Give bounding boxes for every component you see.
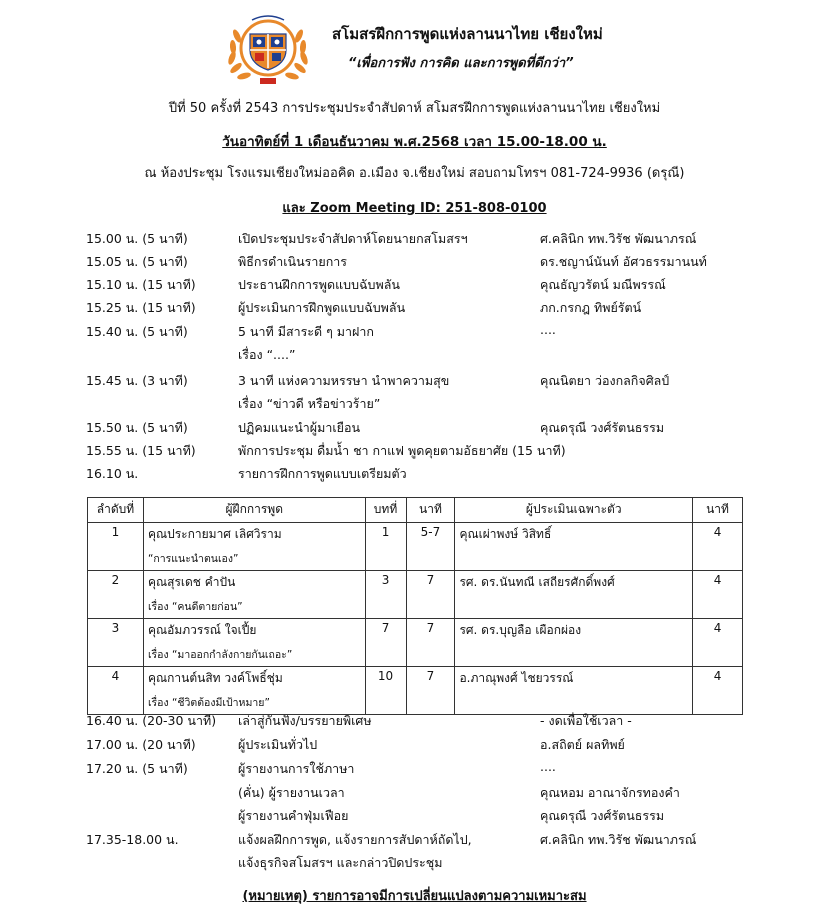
speech-topic: เรื่อง “ชีวิตต้องมีเป้าหมาย” — [147, 697, 270, 709]
cell-chapter: 7 — [365, 619, 406, 667]
column-header: ผู้ฝึกการพูด — [143, 498, 365, 523]
agenda-activity: ผู้ประเมินการฝึกพูดแบบฉับพลัน — [238, 300, 406, 315]
agenda-time: 16.10 น. — [86, 466, 139, 481]
footnote: (หมายเหตุ) รายการอาจมีการเปลี่ยนแปลงตามความเหมาะสม — [242, 889, 587, 904]
agenda-activity: พิธีกรดำเนินรายการ — [238, 254, 348, 269]
cell-speaker — [143, 523, 365, 571]
agenda-row — [0, 783, 829, 805]
agenda-activity: ผู้รายงานคำฟุ่มเฟือย — [238, 808, 349, 823]
agenda-row — [0, 298, 829, 320]
agenda-row — [0, 441, 829, 463]
cell-no: 4 — [88, 667, 144, 715]
agenda-person: คุณหอม อาณาจักรทองคำ — [540, 785, 680, 800]
zoom-meeting-id: และ Zoom Meeting ID: 251-808-0100 — [282, 201, 547, 216]
agenda-person: .... — [540, 322, 556, 337]
agenda-row — [0, 229, 829, 251]
column-header: บทที่ — [365, 498, 406, 523]
speaker-name: คุณอัมภวรรณ์ ใจเปี้ย — [147, 623, 257, 637]
speech-topic: เรื่อง “คนดีตายก่อน” — [147, 601, 243, 613]
cell-chapter: 3 — [365, 571, 406, 619]
cell-evaluator: รศ. ดร.นันทณี เสถียรศักดิ์พงศ์ — [455, 571, 693, 619]
agenda-time: 15.45 น. (3 นาที) — [86, 373, 188, 388]
agenda-activity: ประธานฝึกการพูดแบบฉับพลัน — [238, 277, 400, 292]
agenda-activity: ผู้ประเมินทั่วไป — [238, 737, 318, 752]
agenda-person: ภก.กรกฎ ทิพย์รัตน์ — [540, 300, 642, 315]
agenda-time: 15.50 น. (5 นาที) — [86, 420, 188, 435]
cell-speaker — [143, 619, 365, 667]
agenda-person: คุณธัญวรัตน์ มณีพรรณ์ — [540, 277, 666, 292]
agenda-row — [0, 464, 829, 486]
agenda-activity: 3 นาที แห่งความหรรษา นำพาความสุข — [238, 373, 450, 388]
agenda-time: 17.00 น. (20 นาที) — [86, 737, 196, 752]
table-row — [88, 667, 743, 715]
agenda-row — [0, 735, 829, 757]
cell-chapter: 1 — [365, 523, 406, 571]
table-row — [88, 523, 743, 571]
agenda-time: 15.40 น. (5 นาที) — [86, 324, 188, 339]
cell-no: 3 — [88, 619, 144, 667]
cell-evaluator: อ.ภาณุพงศ์ ไชยวรรณ์ — [455, 667, 693, 715]
agenda-row — [0, 759, 829, 781]
agenda-person: คุณดรุณี วงศ์รัตนธรรม — [540, 808, 665, 823]
agenda-person: ดร.ชญาน์นันท์ อัศวธรรมานนท์ — [540, 254, 707, 269]
speakers-table — [87, 497, 743, 715]
cell-chapter: 10 — [365, 667, 406, 715]
agenda-activity: 5 นาที มีสาระดี ๆ มาฝาก — [238, 324, 374, 339]
org-motto: “เพื่อการฟัง การคิด และการพูดที่ดีกว่า” — [348, 56, 574, 71]
cell-minutes: 7 — [406, 619, 455, 667]
meeting-venue: ณ ห้องประชุม โรงแรมเชียงใหม่ออคิด อ.เมือง จ.เชียงใหม่ สอบถามโทรฯ 081-724-9936 (ดรุณี) — [144, 166, 685, 181]
agenda-activity: เรื่อง “ข่าวดี หรือข่าวร้าย” — [238, 396, 381, 411]
agenda-activity: แจ้งผลฝึกการพูด, แจ้งรายการสัปดาห์ถัดไป, — [238, 832, 472, 847]
agenda-activity: ผู้รายงานการใช้ภาษา — [238, 761, 355, 776]
agenda-person: ศ.คลินิก ทพ.วิรัช พัฒนาภรณ์ — [540, 832, 697, 847]
agenda-activity: เปิดประชุมประจำสัปดาห์โดยนายกสโมสรฯ — [238, 231, 468, 246]
agenda-row — [0, 371, 829, 393]
agenda-row — [0, 711, 829, 733]
agenda-row — [0, 853, 829, 875]
speech-topic: “การแนะนำตนเอง” — [147, 553, 239, 565]
agenda-time: 15.55 น. (15 นาที) — [86, 443, 196, 458]
agenda-person: - งดเพื่อใช้เวลา - — [540, 713, 632, 728]
column-header: ลำดับที่ — [88, 498, 144, 523]
cell-speaker — [143, 571, 365, 619]
cell-eval-minutes: 4 — [693, 571, 743, 619]
cell-no: 2 — [88, 571, 144, 619]
meeting-title: ปีที่ 50 ครั้งที่ 2543 การประชุมประจำสัปดาห์ สโมสรฝึกการพูดแห่งลานนาไทย เชียงใหม่ — [168, 101, 661, 116]
speaker-name: คุณกานต์นสิท วงค์โพธิ์ชุ่ม — [147, 671, 283, 685]
cell-evaluator: คุณเผ่าพงษ์ วิสิทธิ์ — [455, 523, 693, 571]
agenda-time: 16.40 น. (20-30 นาที) — [86, 713, 217, 728]
agenda-row — [0, 418, 829, 440]
agenda-time: 17.20 น. (5 นาที) — [86, 761, 188, 776]
agenda-activity: รายการฝึกการพูดแบบเตรียมตัว — [238, 466, 407, 481]
column-header: นาที — [406, 498, 455, 523]
org-name: สโมสรฝึกการพูดแห่งลานนาไทย เชียงใหม่ — [332, 25, 603, 43]
agenda-time: 15.25 น. (15 นาที) — [86, 300, 196, 315]
column-header: ผู้ประเมินเฉพาะตัว — [455, 498, 693, 523]
cell-evaluator: รศ. ดร.บุญลือ เผือกผ่อง — [455, 619, 693, 667]
agenda-person: อ.สถิตย์ ผลทิพย์ — [540, 737, 625, 752]
agenda-person: คุณนิตยา ว่องกลกิจศิลป์ — [540, 373, 670, 388]
cell-eval-minutes: 4 — [693, 523, 743, 571]
agenda-activity: ปฏิคมแนะนำผู้มาเยือน — [238, 420, 361, 435]
agenda-activity: เรื่อง “....” — [238, 347, 296, 362]
meeting-date-time: วันอาทิตย์ที่ 1 เดือนธันวาคม พ.ศ.2568 เวลา 15.00-18.00 น. — [222, 134, 607, 150]
table-row — [88, 619, 743, 667]
speaker-name: คุณสุรเดช คำปัน — [147, 575, 236, 589]
agenda-row — [0, 806, 829, 828]
agenda-activity: แจ้งธุรกิจสโมสรฯ และกล่าวปิดประชุม — [238, 855, 443, 870]
cell-no: 1 — [88, 523, 144, 571]
agenda-time: 15.10 น. (15 นาที) — [86, 277, 196, 292]
cell-eval-minutes: 4 — [693, 667, 743, 715]
cell-minutes: 7 — [406, 667, 455, 715]
agenda-person: คุณดรุณี วงศ์รัตนธรรม — [540, 420, 665, 435]
agenda-row — [0, 252, 829, 274]
agenda-row — [0, 394, 829, 416]
table-row — [88, 571, 743, 619]
agenda-time: 17.35-18.00 น. — [86, 832, 179, 847]
agenda-row — [0, 322, 829, 344]
cell-minutes: 7 — [406, 571, 455, 619]
agenda-row — [0, 830, 829, 852]
agenda-person: .... — [540, 759, 556, 774]
cell-speaker — [143, 667, 365, 715]
speaker-name: คุณประกายมาศ เลิศวิราม — [147, 527, 282, 541]
agenda-time: 15.00 น. (5 นาที) — [86, 231, 188, 246]
agenda-row — [0, 345, 829, 367]
table-header-row — [88, 498, 743, 523]
agenda-activity: พักการประชุม ดื่มน้ำ ชา กาแฟ พูดคุยตามอัธยาศัย (15 นาที) — [238, 443, 566, 458]
agenda-activity: เล่าสู่กันฟัง/บรรยายพิเศษ — [238, 713, 372, 728]
column-header: นาที — [693, 498, 743, 523]
club-emblem-icon — [222, 10, 314, 88]
agenda-row — [0, 275, 829, 297]
speech-topic: เรื่อง “มาออกกำลังกายกันเถอะ” — [147, 649, 293, 661]
cell-minutes: 5-7 — [406, 523, 455, 571]
agenda-person: ศ.คลินิก ทพ.วิรัช พัฒนาภรณ์ — [540, 231, 697, 246]
cell-eval-minutes: 4 — [693, 619, 743, 667]
agenda-time: 15.05 น. (5 นาที) — [86, 254, 188, 269]
agenda-activity: (คั่น) ผู้รายงานเวลา — [238, 785, 345, 800]
